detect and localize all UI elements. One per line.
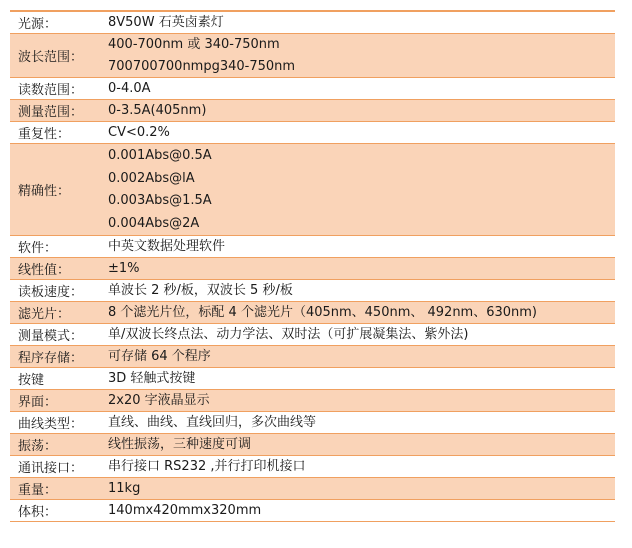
spec-row bbox=[10, 236, 615, 258]
spec-values bbox=[108, 346, 615, 367]
spec-value: ±1% bbox=[108, 261, 140, 276]
spec-values bbox=[108, 258, 615, 279]
spec-value: 可存储 64 个程序 bbox=[108, 349, 211, 364]
spec-row bbox=[10, 456, 615, 478]
spec-label: 曲线类型： bbox=[18, 417, 84, 432]
spec-value: 单/双波长终点法、动力学法、双时法（可扩展凝集法、紫外法) bbox=[108, 327, 469, 342]
spec-label: 光源： bbox=[18, 17, 58, 32]
spec-row bbox=[10, 368, 615, 390]
spec-label: 通讯接口： bbox=[18, 461, 84, 476]
spec-values bbox=[108, 236, 615, 257]
spec-values bbox=[108, 78, 615, 99]
spec-label: 程序存储： bbox=[18, 351, 84, 366]
spec-label: 软件： bbox=[18, 241, 58, 256]
spec-value: 0.001Abs@0.5A bbox=[108, 147, 212, 163]
spec-value: 中英文数据处理软件 bbox=[108, 239, 226, 254]
spec-value: 8V50W 石英卤素灯 bbox=[108, 15, 224, 30]
spec-values bbox=[108, 122, 615, 143]
spec-row bbox=[10, 12, 615, 34]
spec-row bbox=[10, 324, 615, 346]
spec-values bbox=[108, 500, 615, 521]
spec-values bbox=[108, 280, 615, 301]
spec-value: 0.003Abs@1.5A bbox=[108, 193, 212, 209]
spec-values bbox=[108, 34, 615, 77]
spec-value: 2x20 字液晶显示 bbox=[108, 393, 210, 408]
spec-row bbox=[10, 34, 615, 78]
spec-values bbox=[108, 412, 615, 433]
spec-label: 精确性： bbox=[18, 184, 71, 199]
spec-value: 单波长 2 秒/板，双波长 5 秒/板 bbox=[108, 283, 293, 298]
spec-row bbox=[10, 302, 615, 324]
spec-label: 体积： bbox=[18, 505, 58, 520]
spec-row bbox=[10, 434, 615, 456]
spec-label: 按键 bbox=[18, 373, 45, 388]
spec-value: 3D 轻触式按键 bbox=[108, 371, 196, 386]
spec-value: 直线、曲线、直线回归，多次曲线等 bbox=[108, 415, 317, 430]
spec-values bbox=[108, 100, 615, 121]
spec-row bbox=[10, 258, 615, 280]
spec-label: 界面： bbox=[18, 395, 58, 410]
spec-value: 串行接口 RS232 ,并行打印机接口 bbox=[108, 459, 306, 474]
spec-value: 0.002Abs@lA bbox=[108, 170, 195, 186]
spec-value: 140mx420mmx320mm bbox=[108, 503, 262, 518]
spec-values bbox=[108, 144, 615, 235]
spec-row bbox=[10, 346, 615, 368]
spec-row bbox=[10, 412, 615, 434]
spec-row bbox=[10, 280, 615, 302]
spec-value: 400-700nm 或 340-750nm bbox=[108, 37, 280, 53]
spec-values bbox=[108, 324, 615, 345]
spec-label: 振荡： bbox=[18, 439, 58, 454]
spec-label: 重量： bbox=[18, 483, 58, 498]
spec-value: 0.004Abs@2A bbox=[108, 216, 200, 232]
spec-value: 8 个滤光片位，标配 4 个滤光片（405nm、450nm、 492nm、630nm) bbox=[108, 305, 538, 320]
spec-row bbox=[10, 144, 615, 236]
spec-value: 0-3.5A(405nm) bbox=[108, 103, 207, 118]
spec-values bbox=[108, 434, 615, 455]
spec-row bbox=[10, 122, 615, 144]
spec-label: 读板速度： bbox=[18, 285, 84, 300]
spec-values bbox=[108, 478, 615, 499]
spec-label: 线性值： bbox=[18, 263, 71, 278]
spec-values bbox=[108, 12, 615, 33]
spec-label: 读数范围： bbox=[18, 83, 84, 98]
spec-value: CV<0.2% bbox=[108, 125, 170, 140]
spec-value: 700700700nmpg340-750nm bbox=[108, 58, 296, 74]
spec-label: 重复性： bbox=[18, 127, 71, 142]
spec-value: 11kg bbox=[108, 481, 141, 496]
spec-values bbox=[108, 456, 615, 477]
spec-table bbox=[10, 10, 615, 522]
spec-label: 测量范围： bbox=[18, 105, 84, 120]
spec-row bbox=[10, 100, 615, 122]
spec-value: 线性振荡，三种速度可调 bbox=[108, 437, 252, 452]
spec-values bbox=[108, 390, 615, 411]
spec-values bbox=[108, 368, 615, 389]
spec-row bbox=[10, 390, 615, 412]
spec-label: 测量模式： bbox=[18, 329, 84, 344]
spec-label: 波长范围： bbox=[18, 50, 84, 65]
spec-row bbox=[10, 478, 615, 500]
spec-value: 0-4.0A bbox=[108, 81, 151, 96]
spec-label: 滤光片： bbox=[18, 307, 71, 322]
spec-row bbox=[10, 500, 615, 522]
spec-row bbox=[10, 78, 615, 100]
spec-values bbox=[108, 302, 615, 323]
